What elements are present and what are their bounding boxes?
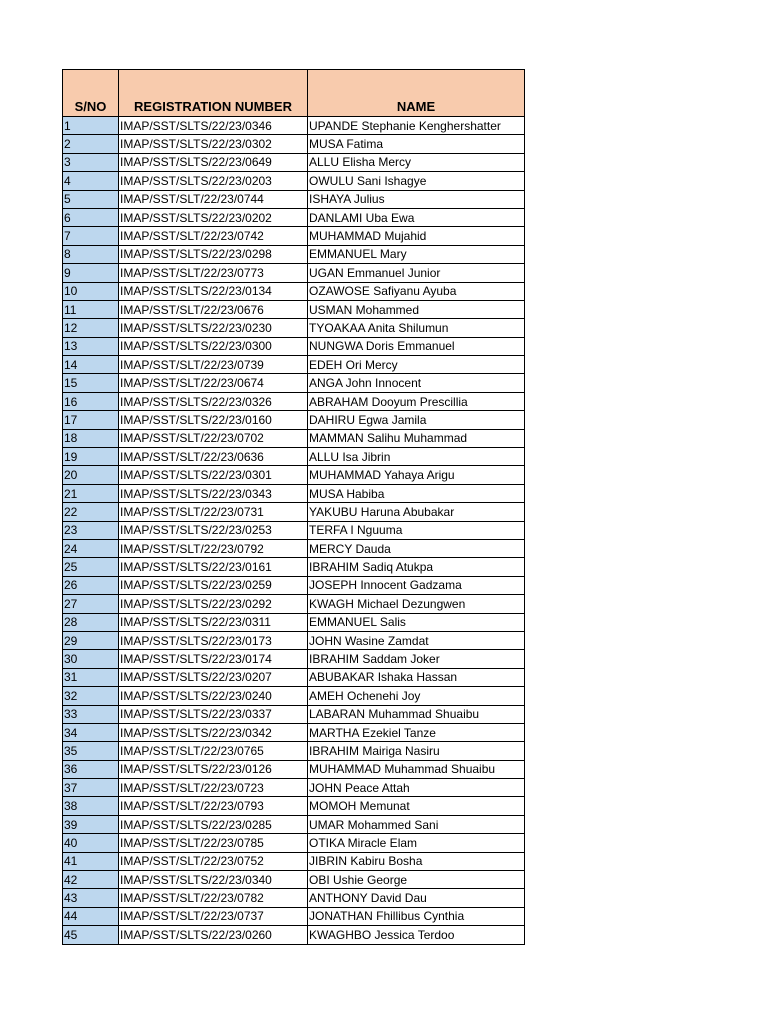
cell-registration-number: IMAP/SST/SLT/22/23/0793 (119, 797, 308, 815)
table-row (63, 264, 525, 282)
cell-registration-number: IMAP/SST/SLTS/22/23/0301 (119, 466, 308, 484)
cell-sno: 11 (63, 300, 119, 318)
cell-sno: 34 (63, 723, 119, 741)
cell-name: KWAGHBO Jessica Terdoo (308, 926, 525, 944)
table-row (63, 429, 525, 447)
cell-sno: 45 (63, 926, 119, 944)
cell-sno: 16 (63, 392, 119, 410)
table-row (63, 319, 525, 337)
cell-sno: 3 (63, 153, 119, 171)
cell-registration-number: IMAP/SST/SLTS/22/23/0202 (119, 208, 308, 226)
table-row (63, 484, 525, 502)
cell-sno: 14 (63, 356, 119, 374)
table-row (63, 926, 525, 944)
cell-sno: 36 (63, 760, 119, 778)
cell-registration-number: IMAP/SST/SLTS/22/23/0160 (119, 411, 308, 429)
cell-name: MUHAMMAD Yahaya Arigu (308, 466, 525, 484)
registration-table (62, 69, 525, 945)
cell-registration-number: IMAP/SST/SLT/22/23/0723 (119, 779, 308, 797)
cell-registration-number: IMAP/SST/SLTS/22/23/0342 (119, 723, 308, 741)
cell-registration-number: IMAP/SST/SLTS/22/23/0134 (119, 282, 308, 300)
cell-name: OTIKA Miracle Elam (308, 834, 525, 852)
cell-name: JOHN Wasine Zamdat (308, 631, 525, 649)
cell-name: DANLAMI Uba Ewa (308, 208, 525, 226)
cell-registration-number: IMAP/SST/SLTS/22/23/0260 (119, 926, 308, 944)
cell-sno: 12 (63, 319, 119, 337)
cell-sno: 21 (63, 484, 119, 502)
cell-registration-number: IMAP/SST/SLTS/22/23/0259 (119, 576, 308, 594)
cell-registration-number: IMAP/SST/SLTS/22/23/0300 (119, 337, 308, 355)
cell-name: ABRAHAM Dooyum Prescillia (308, 392, 525, 410)
table-row (63, 668, 525, 686)
table-row (63, 227, 525, 245)
table-row (63, 779, 525, 797)
cell-name: JONATHAN Fhillibus Cynthia (308, 907, 525, 925)
cell-name: EMMANUEL Salis (308, 613, 525, 631)
cell-sno: 43 (63, 889, 119, 907)
cell-name: LABARAN Muhammad Shuaibu (308, 705, 525, 723)
cell-name: TERFA I Nguuma (308, 521, 525, 539)
cell-registration-number: IMAP/SST/SLTS/22/23/0343 (119, 484, 308, 502)
cell-name: OZAWOSE Safiyanu Ayuba (308, 282, 525, 300)
cell-name: JIBRIN Kabiru Bosha (308, 852, 525, 870)
table-row (63, 135, 525, 153)
cell-registration-number: IMAP/SST/SLT/22/23/0752 (119, 852, 308, 870)
cell-sno: 41 (63, 852, 119, 870)
cell-name: ABUBAKAR Ishaka Hassan (308, 668, 525, 686)
table-row (63, 411, 525, 429)
cell-name: EDEH Ori Mercy (308, 356, 525, 374)
cell-name: UPANDE Stephanie Kenghershatter (308, 117, 525, 135)
table-row (63, 723, 525, 741)
cell-sno: 28 (63, 613, 119, 631)
cell-name: EMMANUEL Mary (308, 245, 525, 263)
cell-sno: 29 (63, 631, 119, 649)
cell-registration-number: IMAP/SST/SLTS/22/23/0340 (119, 871, 308, 889)
cell-name: MERCY Dauda (308, 539, 525, 557)
cell-registration-number: IMAP/SST/SLTS/22/23/0173 (119, 631, 308, 649)
table-row (63, 797, 525, 815)
table-row (63, 466, 525, 484)
cell-sno: 17 (63, 411, 119, 429)
table-row (63, 613, 525, 631)
cell-sno: 24 (63, 539, 119, 557)
table-row (63, 374, 525, 392)
cell-registration-number: IMAP/SST/SLTS/22/23/0203 (119, 172, 308, 190)
cell-sno: 35 (63, 742, 119, 760)
cell-registration-number: IMAP/SST/SLTS/22/23/0302 (119, 135, 308, 153)
cell-registration-number: IMAP/SST/SLTS/22/23/0161 (119, 558, 308, 576)
cell-sno: 1 (63, 117, 119, 135)
table-row (63, 117, 525, 135)
cell-sno: 33 (63, 705, 119, 723)
cell-name: MUHAMMAD Mujahid (308, 227, 525, 245)
cell-name: ISHAYA Julius (308, 190, 525, 208)
cell-sno: 8 (63, 245, 119, 263)
cell-name: DAHIRU Egwa Jamila (308, 411, 525, 429)
cell-registration-number: IMAP/SST/SLTS/22/23/0174 (119, 650, 308, 668)
cell-name: MUHAMMAD Muhammad Shuaibu (308, 760, 525, 778)
cell-name: JOSEPH Innocent Gadzama (308, 576, 525, 594)
cell-name: MAMMAN Salihu Muhammad (308, 429, 525, 447)
cell-name: OWULU Sani Ishagye (308, 172, 525, 190)
cell-name: IBRAHIM Sadiq Atukpa (308, 558, 525, 576)
cell-sno: 10 (63, 282, 119, 300)
cell-name: UGAN Emmanuel Junior (308, 264, 525, 282)
table-row (63, 815, 525, 833)
cell-registration-number: IMAP/SST/SLT/22/23/0737 (119, 907, 308, 925)
cell-sno: 40 (63, 834, 119, 852)
cell-registration-number: IMAP/SST/SLTS/22/23/0649 (119, 153, 308, 171)
cell-registration-number: IMAP/SST/SLTS/22/23/0346 (119, 117, 308, 135)
cell-sno: 15 (63, 374, 119, 392)
table-row (63, 245, 525, 263)
cell-registration-number: IMAP/SST/SLTS/22/23/0240 (119, 687, 308, 705)
cell-name: NUNGWA Doris Emmanuel (308, 337, 525, 355)
cell-sno: 23 (63, 521, 119, 539)
cell-name: TYOAKAA Anita Shilumun (308, 319, 525, 337)
cell-name: ALLU Elisha Mercy (308, 153, 525, 171)
cell-name: MOMOH Memunat (308, 797, 525, 815)
cell-registration-number: IMAP/SST/SLT/22/23/0731 (119, 503, 308, 521)
table-row (63, 190, 525, 208)
cell-name: MARTHA Ezekiel Tanze (308, 723, 525, 741)
cell-sno: 27 (63, 595, 119, 613)
cell-name: ALLU Isa Jibrin (308, 448, 525, 466)
cell-registration-number: IMAP/SST/SLTS/22/23/0337 (119, 705, 308, 723)
table-row (63, 871, 525, 889)
cell-registration-number: IMAP/SST/SLT/22/23/0676 (119, 300, 308, 318)
cell-registration-number: IMAP/SST/SLT/22/23/0765 (119, 742, 308, 760)
table-row (63, 208, 525, 226)
table-row (63, 687, 525, 705)
cell-sno: 31 (63, 668, 119, 686)
cell-name: KWAGH Michael Dezungwen (308, 595, 525, 613)
cell-registration-number: IMAP/SST/SLT/22/23/0792 (119, 539, 308, 557)
table-body (63, 117, 525, 945)
cell-name: YAKUBU Haruna Abubakar (308, 503, 525, 521)
cell-registration-number: IMAP/SST/SLT/22/23/0785 (119, 834, 308, 852)
cell-registration-number: IMAP/SST/SLT/22/23/0742 (119, 227, 308, 245)
cell-registration-number: IMAP/SST/SLT/22/23/0773 (119, 264, 308, 282)
table-row (63, 448, 525, 466)
cell-name: USMAN Mohammed (308, 300, 525, 318)
cell-sno: 18 (63, 429, 119, 447)
cell-registration-number: IMAP/SST/SLTS/22/23/0230 (119, 319, 308, 337)
table-row (63, 392, 525, 410)
cell-name: OBI Ushie George (308, 871, 525, 889)
cell-registration-number: IMAP/SST/SLTS/22/23/0298 (119, 245, 308, 263)
table-row (63, 705, 525, 723)
table-row (63, 650, 525, 668)
table-row (63, 282, 525, 300)
cell-sno: 39 (63, 815, 119, 833)
table-row (63, 539, 525, 557)
cell-name: JOHN Peace Attah (308, 779, 525, 797)
cell-name: ANGA John Innocent (308, 374, 525, 392)
cell-registration-number: IMAP/SST/SLTS/22/23/0207 (119, 668, 308, 686)
cell-sno: 13 (63, 337, 119, 355)
cell-name: IBRAHIM Mairiga Nasiru (308, 742, 525, 760)
cell-name: AMEH Ochenehi Joy (308, 687, 525, 705)
cell-sno: 38 (63, 797, 119, 815)
cell-registration-number: IMAP/SST/SLTS/22/23/0126 (119, 760, 308, 778)
cell-name: MUSA Habiba (308, 484, 525, 502)
cell-registration-number: IMAP/SST/SLT/22/23/0739 (119, 356, 308, 374)
table-row (63, 300, 525, 318)
header-sno: S/NO (63, 70, 119, 117)
table-row (63, 503, 525, 521)
table-row (63, 742, 525, 760)
cell-sno: 9 (63, 264, 119, 282)
cell-registration-number: IMAP/SST/SLTS/22/23/0253 (119, 521, 308, 539)
table-row (63, 852, 525, 870)
cell-sno: 4 (63, 172, 119, 190)
cell-sno: 30 (63, 650, 119, 668)
cell-sno: 37 (63, 779, 119, 797)
cell-name: MUSA Fatima (308, 135, 525, 153)
header-name: NAME (308, 70, 525, 117)
cell-sno: 6 (63, 208, 119, 226)
cell-sno: 32 (63, 687, 119, 705)
cell-registration-number: IMAP/SST/SLT/22/23/0674 (119, 374, 308, 392)
table-row (63, 631, 525, 649)
header-row (63, 70, 525, 117)
cell-sno: 7 (63, 227, 119, 245)
cell-sno: 5 (63, 190, 119, 208)
table-row (63, 521, 525, 539)
table-row (63, 337, 525, 355)
table-row (63, 760, 525, 778)
cell-sno: 2 (63, 135, 119, 153)
cell-sno: 26 (63, 576, 119, 594)
cell-sno: 44 (63, 907, 119, 925)
cell-sno: 42 (63, 871, 119, 889)
cell-registration-number: IMAP/SST/SLT/22/23/0782 (119, 889, 308, 907)
table-row (63, 834, 525, 852)
cell-registration-number: IMAP/SST/SLTS/22/23/0326 (119, 392, 308, 410)
table-row (63, 595, 525, 613)
table-row (63, 907, 525, 925)
cell-registration-number: IMAP/SST/SLTS/22/23/0285 (119, 815, 308, 833)
cell-name: ANTHONY David Dau (308, 889, 525, 907)
cell-sno: 22 (63, 503, 119, 521)
header-registration-number: REGISTRATION NUMBER (119, 70, 308, 117)
cell-registration-number: IMAP/SST/SLTS/22/23/0311 (119, 613, 308, 631)
table-row (63, 153, 525, 171)
cell-sno: 20 (63, 466, 119, 484)
cell-name: UMAR Mohammed Sani (308, 815, 525, 833)
cell-sno: 25 (63, 558, 119, 576)
cell-registration-number: IMAP/SST/SLT/22/23/0702 (119, 429, 308, 447)
table-row (63, 356, 525, 374)
cell-registration-number: IMAP/SST/SLTS/22/23/0292 (119, 595, 308, 613)
table-row (63, 172, 525, 190)
table-row (63, 576, 525, 594)
cell-name: IBRAHIM Saddam Joker (308, 650, 525, 668)
cell-sno: 19 (63, 448, 119, 466)
cell-registration-number: IMAP/SST/SLT/22/23/0636 (119, 448, 308, 466)
cell-registration-number: IMAP/SST/SLT/22/23/0744 (119, 190, 308, 208)
table-row (63, 889, 525, 907)
table-row (63, 558, 525, 576)
